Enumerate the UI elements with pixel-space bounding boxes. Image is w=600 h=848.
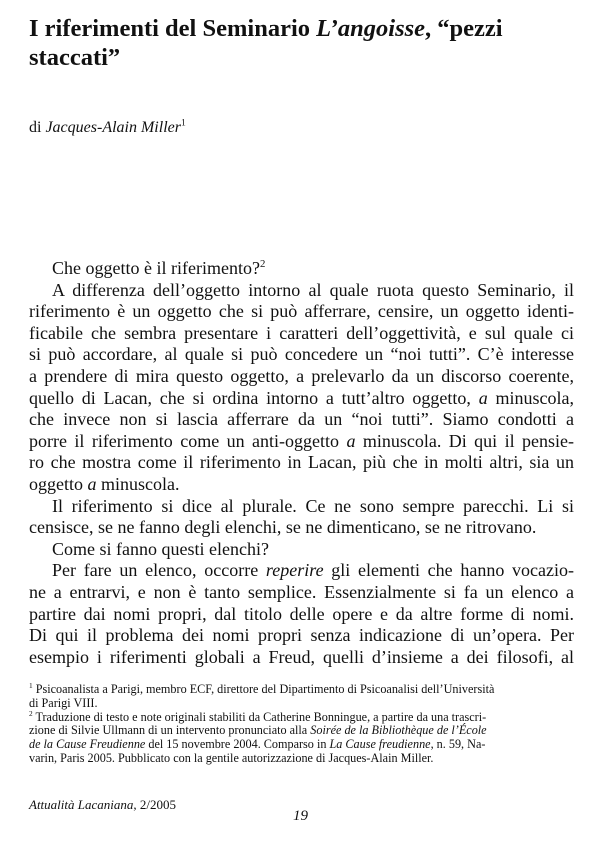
footnote-ref-1[interactable]: 1 bbox=[180, 117, 186, 129]
footnote-mark-2: 2 bbox=[29, 708, 33, 718]
fn2-italic-b: de la Cause Freudienne bbox=[29, 737, 146, 752]
footnote-2-text: Traduzione di testo e note originali stabiliti da Catherine Bonningue, a partire da una trascri- bbox=[32, 709, 487, 724]
body-line: Come si fanno questi elenchi? bbox=[52, 538, 269, 559]
article-body bbox=[29, 258, 574, 668]
body-line: ficabile che sembra presentare i caratteri dell’oggettività, e sul quale ci bbox=[29, 322, 574, 343]
body-line bbox=[29, 431, 574, 453]
body-line: esempio i riferimenti globali a Freud, quelli d’insieme a dei filosofi, al bbox=[29, 646, 574, 667]
line-text: Per fare un elenco, occorre bbox=[52, 560, 266, 581]
article-title bbox=[29, 14, 574, 72]
body-line: riferimento è un oggetto che si può afferrare, censire, un oggetto identi- bbox=[29, 301, 574, 322]
body-line: A differenza dell’oggetto intorno al quale ruota questo Seminario, il bbox=[52, 279, 574, 300]
journal-citation bbox=[29, 797, 176, 813]
fn2-text-a: zione di Silvie Ullmann di un intervento pronunciato alla bbox=[29, 723, 311, 738]
line-text: porre il riferimento come un anti-oggetto bbox=[29, 430, 347, 451]
line-text: oggetto bbox=[29, 473, 88, 494]
body-line bbox=[29, 258, 574, 280]
page-number: 19 bbox=[293, 808, 308, 824]
title-part-2: , “pezzi staccati” bbox=[29, 15, 503, 71]
fn2-italic-c: La Cause freudienne bbox=[329, 737, 431, 752]
journal-name: Attualità Lacaniana bbox=[29, 797, 134, 812]
body-line: censisce, se ne fanno degli elenchi, se ne dimenticano, se ne ritrovano. bbox=[29, 517, 537, 538]
body-line bbox=[29, 388, 574, 410]
body-line: ro che mostra come il riferimento in Lacan, più che in molti altri, sia un bbox=[29, 452, 574, 473]
fn2-text-c: , n. 59, Na- bbox=[430, 737, 486, 752]
body-line: che invece non si lascia afferrare da un “noi tutti”. Siamo condotti a bbox=[29, 409, 574, 430]
body-line: ne a entrarvi, e non è tanto semplice. Essenzialmente si fa un elenco a bbox=[29, 581, 574, 602]
footnote-1-text: Psicoanalista a Parigi, membro ECF, direttore del Dipartimento di Psicoanalisi dell’Università bbox=[32, 682, 495, 696]
line-text: Che oggetto è il riferimento? bbox=[52, 258, 260, 278]
line-text: minuscola. Di qui il pensie- bbox=[355, 430, 575, 451]
italic-term: reperire bbox=[265, 560, 324, 581]
line-text: minuscola, bbox=[487, 387, 574, 408]
italic-term: a bbox=[346, 430, 356, 451]
footnotes bbox=[29, 680, 574, 766]
footnote-2-line-2 bbox=[29, 724, 574, 738]
line-text: minuscola. bbox=[96, 473, 180, 494]
title-part-1: I riferimenti del Seminario bbox=[29, 15, 317, 42]
author-name: Jacques-Alain Miller bbox=[45, 119, 181, 136]
body-line: partire dai nomi propri, dal titolo delle opere e da altre forme di nomi. bbox=[29, 603, 574, 624]
body-line: Di qui il problema dei nomi propri senza indicazione di un’opera. Per bbox=[29, 625, 574, 646]
body-line bbox=[29, 560, 574, 582]
body-line: a prendere di mira questo oggetto, a prelevarlo da un discorso coerente, bbox=[29, 365, 574, 386]
fn2-text-b: del 15 novembre 2004. Comparso in bbox=[145, 737, 330, 752]
line-text: gli elementi che hanno vocazio- bbox=[323, 560, 575, 581]
line-text: quello di Lacan, che si ordina intorno a tutt’altro oggetto, bbox=[29, 387, 479, 408]
footnote-mark-1: 1 bbox=[29, 680, 33, 690]
footnote-2-line bbox=[29, 708, 574, 725]
footnote-2-line-3 bbox=[29, 738, 574, 752]
byline-prefix: di bbox=[29, 119, 46, 136]
footnote-2-line-4: varin, Paris 2005. Pubblicato con la gentile autorizzazione di Jacques-Alain Miller. bbox=[29, 750, 434, 765]
footnote-1-line-2: di Parigi VIII. bbox=[29, 695, 98, 710]
body-line: Il riferimento si dice al plurale. Ce ne sono sempre parecchi. Li si bbox=[52, 495, 574, 516]
italic-term: a bbox=[87, 473, 97, 494]
journal-issue: , 2/2005 bbox=[133, 797, 176, 812]
body-line: si può accordare, al quale si può concedere un “noi tutti”. C’è interesse bbox=[29, 344, 574, 365]
italic-term: a bbox=[478, 387, 488, 408]
body-line bbox=[29, 474, 574, 496]
footnote-1-line bbox=[29, 680, 574, 697]
title-italic: L’angoisse bbox=[316, 15, 426, 42]
footnote-ref-2[interactable]: 2 bbox=[259, 258, 266, 270]
fn2-italic-a: Soirée de la Bibliothèque de l’École bbox=[310, 723, 487, 738]
byline bbox=[29, 118, 186, 138]
